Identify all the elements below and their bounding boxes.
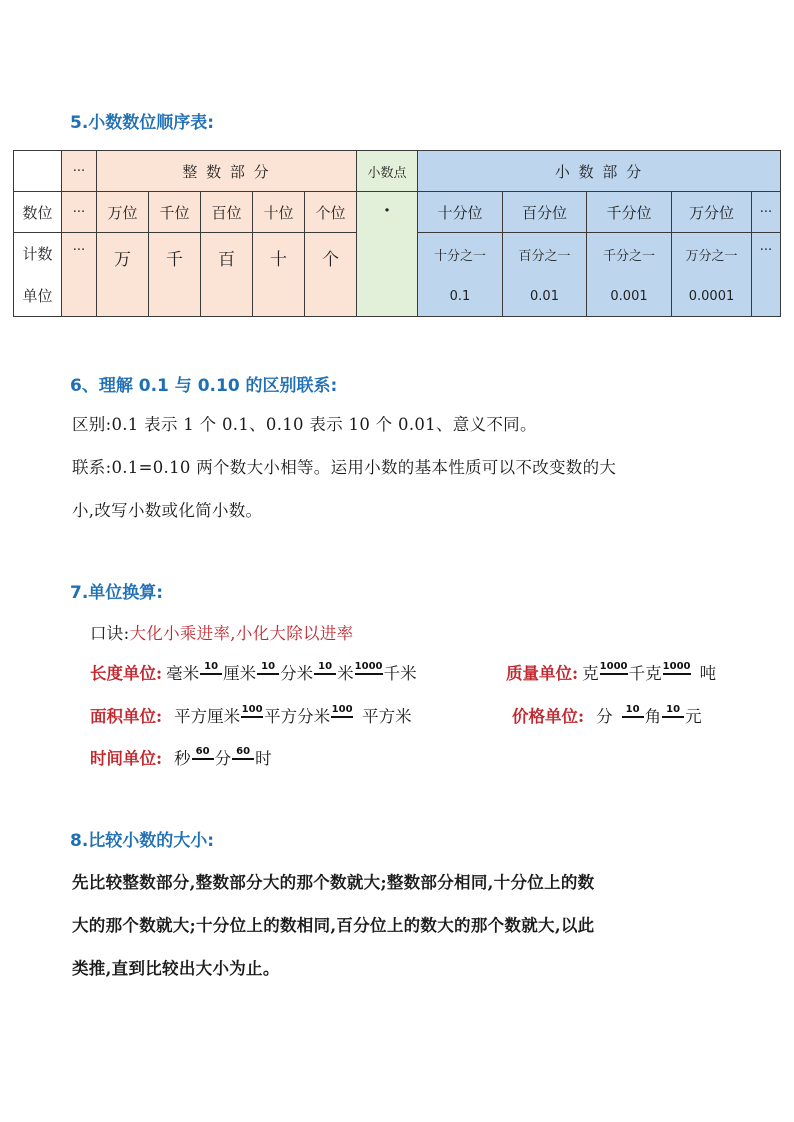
price-label: 价格单位: [512, 707, 585, 726]
unit: 角 [644, 707, 662, 726]
rhyme-label: 口诀: [90, 624, 130, 643]
unit: 克 [582, 664, 599, 683]
rate: 1000 [354, 661, 383, 672]
integer-part-header: 整 数 部 分 [96, 150, 357, 192]
unit: 厘米 [223, 664, 257, 683]
unit: 平方厘米 [174, 707, 241, 726]
unit: 分米 [280, 664, 314, 683]
decimal-unit-value: 0.0001 [688, 288, 735, 304]
rate-line [663, 673, 691, 675]
rate-line [662, 716, 684, 718]
unit: 千米 [383, 664, 417, 683]
decimal-unit-name: 十分之一 [433, 249, 486, 265]
decimal-unit-cell [502, 232, 587, 317]
conversion-arrow [314, 662, 336, 675]
decimal-unit-value: 0.01 [530, 288, 559, 304]
rate: 100 [331, 704, 353, 715]
compare-text-line2: 大的那个数就大;十分位上的数相同,百分位上的数大的那个数就大,以此 [72, 916, 595, 935]
rhyme-text: 大化小乘进率,小化大除以进率 [129, 624, 354, 643]
section-7-title: 7.单位换算: [70, 583, 164, 603]
rate: 10 [666, 704, 681, 715]
decimal-place-cell: 十分位 [417, 191, 503, 233]
table-corner-cell [13, 150, 62, 192]
unit: 分 [214, 749, 232, 768]
rate: 10 [625, 704, 640, 715]
decimal-unit-name: 千分之一 [602, 249, 655, 265]
table-ellipsis: ··· [751, 232, 781, 317]
unit: 千克 [628, 664, 662, 683]
rate: 1000 [599, 661, 628, 672]
area-unit-chain [90, 703, 412, 727]
conversion-arrow [662, 705, 684, 718]
decimal-point-header: 小数点 [356, 150, 418, 192]
difference-text: 区别:0.1 表示 1 个 0.1、0.10 表示 10 个 0.01、意义不同。 [72, 415, 537, 434]
rate-line [355, 673, 383, 675]
section-5-title: 5.小数数位顺序表: [70, 113, 215, 133]
conversion-arrow [232, 747, 254, 760]
decimal-unit-cell [417, 232, 503, 317]
decimal-unit-value: 0.1 [449, 288, 471, 304]
integer-place-cell: 十位 [252, 191, 305, 233]
compare-text-line1: 先比较整数部分,整数部分大的那个数就大;整数部分相同,十分位上的数 [72, 873, 595, 892]
decimal-unit-cell [671, 232, 752, 317]
unit: 分 [596, 707, 613, 726]
decimal-unit-name: 百分之一 [518, 249, 571, 265]
unit: 平方米 [362, 707, 412, 726]
time-label: 时间单位: [90, 749, 163, 768]
length-label: 长度单位: [90, 664, 163, 683]
integer-place-cell: 万位 [96, 191, 149, 233]
mass-label: 质量单位: [506, 664, 579, 683]
section-8-title: 8.比较小数的大小: [70, 831, 215, 851]
integer-unit-cell: 百 [200, 232, 253, 317]
conversion-arrow [600, 662, 628, 675]
integer-unit-cell: 个 [304, 232, 357, 317]
decimal-place-cell: 百分位 [502, 191, 587, 233]
decimal-unit-value: 0.001 [610, 288, 648, 304]
conversion-arrow [355, 662, 383, 675]
rate: 60 [195, 746, 210, 757]
conversion-arrow [331, 705, 353, 718]
area-label: 面积单位: [90, 707, 163, 726]
rate: 10 [261, 661, 276, 672]
rate: 10 [318, 661, 333, 672]
time-unit-chain [90, 745, 272, 769]
unit: 元 [685, 707, 702, 726]
decimal-place-table [13, 150, 781, 317]
unit: 平方分米 [264, 707, 331, 726]
conversion-arrow [622, 705, 644, 718]
row-label-unit [13, 232, 62, 317]
section-6-title: 6、理解 0.1 与 0.10 的区别联系: [70, 376, 338, 396]
conversion-arrow [257, 662, 279, 675]
table-ellipsis: ··· [61, 191, 97, 233]
length-unit-chain [90, 660, 417, 684]
decimal-point-cell: · [356, 191, 418, 317]
unit: 毫米 [166, 664, 200, 683]
decimal-unit-name: 万分之一 [685, 249, 738, 265]
decimal-part-header: 小 数 部 分 [417, 150, 781, 192]
table-ellipsis: ··· [751, 191, 781, 233]
rate-line [314, 673, 336, 675]
compare-text-line3: 类推,直到比较出大小为止。 [72, 959, 280, 978]
rate-line [241, 716, 263, 718]
row-label-unit-line1: 计数 [22, 245, 53, 264]
rhyme [90, 620, 353, 644]
conversion-arrow [192, 747, 214, 760]
conversion-arrow [241, 705, 263, 718]
rate-line [232, 758, 254, 760]
unit: 吨 [699, 664, 717, 683]
rate-line [331, 716, 353, 718]
mass-unit-chain [506, 660, 716, 684]
unit: 时 [255, 749, 272, 768]
integer-place-cell: 千位 [148, 191, 201, 233]
rate-line [600, 673, 628, 675]
unit: 米 [337, 664, 354, 683]
row-label-place: 数位 [13, 191, 62, 233]
rate-line [257, 673, 279, 675]
decimal-unit-cell [586, 232, 672, 317]
rate: 1000 [662, 661, 691, 672]
integer-unit-cell: 十 [252, 232, 305, 317]
table-ellipsis: ··· [61, 150, 97, 192]
integer-place-cell: 百位 [200, 191, 253, 233]
conversion-arrow [663, 662, 691, 675]
rate-line [192, 758, 214, 760]
decimal-place-cell: 千分位 [586, 191, 672, 233]
integer-place-cell: 个位 [304, 191, 357, 233]
rate: 60 [236, 746, 251, 757]
conversion-arrow [200, 662, 222, 675]
rate: 100 [241, 704, 263, 715]
row-label-unit-line2: 单位 [22, 286, 53, 305]
decimal-place-cell: 万分位 [671, 191, 752, 233]
rate: 10 [204, 661, 219, 672]
relation-text-line1: 联系:0.1=0.10 两个数大小相等。运用小数的基本性质可以不改变数的大 [72, 458, 617, 477]
rate-line [622, 716, 644, 718]
table-ellipsis: ··· [61, 232, 97, 317]
relation-text-line2: 小,改写小数或化简小数。 [72, 501, 263, 520]
unit: 秒 [174, 749, 191, 768]
integer-unit-cell: 千 [148, 232, 201, 317]
price-unit-chain [512, 703, 702, 727]
rate-line [200, 673, 222, 675]
integer-unit-cell: 万 [96, 232, 149, 317]
